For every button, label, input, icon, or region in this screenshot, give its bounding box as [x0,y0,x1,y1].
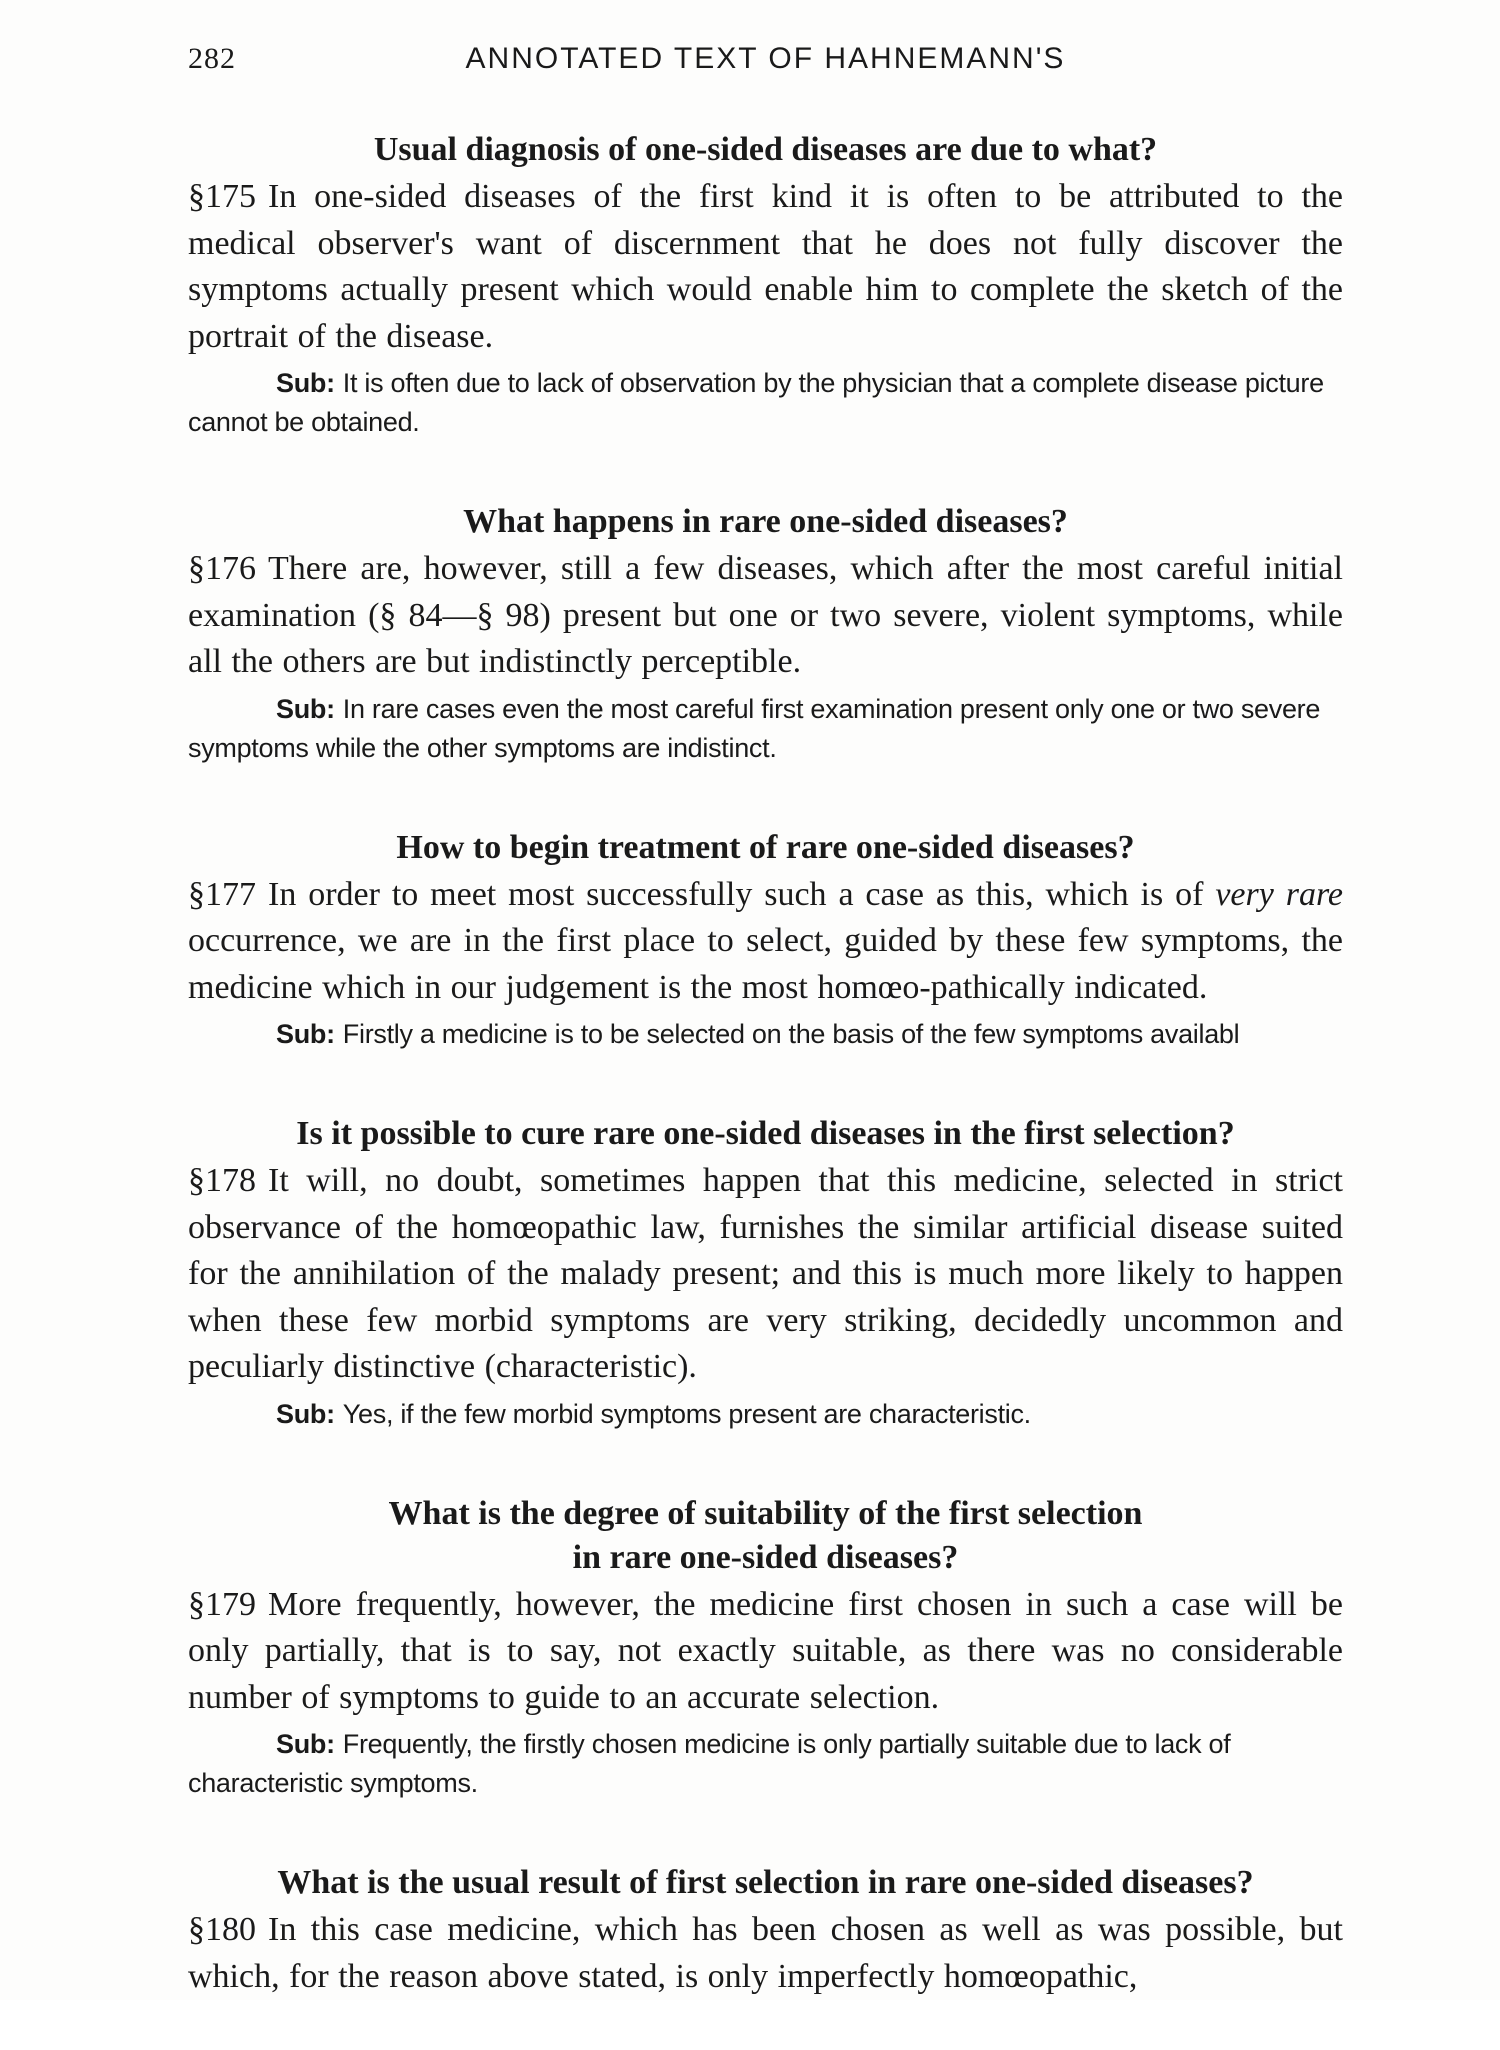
aphorism-text [188,1582,1343,1722]
section-180 [188,1861,1343,2000]
section-179 [188,1492,1343,1804]
aphorism-text [188,1158,1343,1391]
sub-text: Firstly a medicine is to be selected on the basis of the few symptoms availabl [342,1019,1240,1049]
running-title: ANNOTATED TEXT OF HAHNEMANN'S [465,42,1066,75]
aphorism-number: §176 [188,550,256,587]
section-176 [188,500,1343,768]
section-question: What is the usual result of first selection in rare one-sided diseases? [277,1864,1254,1901]
sub-label: Sub: [276,1729,335,1759]
section-question: Is it possible to cure rare one-sided diseases in the first selection? [296,1115,1235,1152]
sub-text: It is often due to lack of observation by the physician that a complete disease picture cannot be obtained. [188,368,1324,437]
aphorism-number: §175 [188,178,256,215]
aphorism-number: §178 [188,1162,256,1199]
sub-summary [188,690,1343,768]
aphorism-number: §177 [188,875,256,913]
section-question-line-1: What is the degree of suitability of the first selection [388,1494,1143,1532]
aphorism-text [188,546,1343,686]
sub-summary [188,1015,1343,1054]
aphorism-body: More frequently, however, the medicine first chosen in such a case will be only partially, that is to say, not exactly suitable, as there was no considerable number of symptoms to guide to an accurate selection. [188,1585,1343,1716]
sub-summary [188,364,1343,442]
aphorism-text [188,174,1343,360]
sub-summary [188,1725,1343,1803]
sub-label: Sub: [276,1398,335,1429]
sub-label: Sub: [276,693,335,724]
aphorism-body: In one-sided diseases of the first kind it is often to be attributed to the medical observer's want of discernment that he does not fully discover the symptoms actually present which would enable him to complete the sketch of the portrait of the disease. [188,178,1343,355]
aphorism-text [188,872,1343,1012]
section-question-line-2: in rare one-sided diseases? [572,1538,959,1576]
aphorism-body: It will, no doubt, sometimes happen that this medicine, selected in strict observance of the homœopathic law, furnishes the similar artificial disease suited for the annihilation of the malady present; and this is much more likely to happen when these few morbid symptoms are very striking, decidedly uncommon and peculiarly distinctive (characteristic). [188,1162,1343,1385]
sub-text: Frequently, the firstly chosen medicine is only partially suitable due to lack of characteristic symptoms. [188,1729,1231,1798]
sub-label: Sub: [276,1019,335,1049]
sub-text: Yes, if the few morbid symptoms present are characteristic. [342,1398,1031,1429]
aphorism-number: §179 [188,1585,256,1623]
sub-text: In rare cases even the most careful first examination present only one or two severe symptoms while the other symptoms are indistinct. [188,693,1321,763]
aphorism-number: §180 [188,1911,256,1948]
section-178 [188,1112,1343,1434]
aphorism-body: There are, however, still a few diseases, which after the most careful initial examination (§ 84—§ 98) present but one or two severe, violent symptoms, while all the others are but indistinctly perceptible. [188,550,1343,680]
section-question: What happens in rare one-sided diseases? [463,503,1068,540]
running-head [188,42,1343,88]
section-175 [188,128,1343,442]
page-number: 282 [188,42,236,75]
aphorism-italic: very rare [1215,875,1343,913]
section-177 [188,826,1343,1055]
section-question [188,1492,1343,1580]
section-question: How to begin treatment of rare one-sided diseases? [396,828,1135,866]
aphorism-body-start: In order to meet most successfully such a case as this, which is of [268,875,1216,913]
aphorism-text [188,1907,1343,2000]
page-content [188,128,1343,2050]
section-question: Usual diagnosis of one-sided diseases are due to what? [373,131,1158,168]
sub-summary [188,1395,1343,1434]
aphorism-body: In this case medicine, which has been chosen as well as was possible, but which, for the reason above stated, is only imperfectly homœopathic, [188,1911,1343,1995]
sub-label: Sub: [276,368,335,398]
aphorism-body-end: occurrence, we are in the first place to select, guided by these few symptoms, the medicine which in our judgement is the most homœo-pathically indicated. [188,922,1343,1006]
